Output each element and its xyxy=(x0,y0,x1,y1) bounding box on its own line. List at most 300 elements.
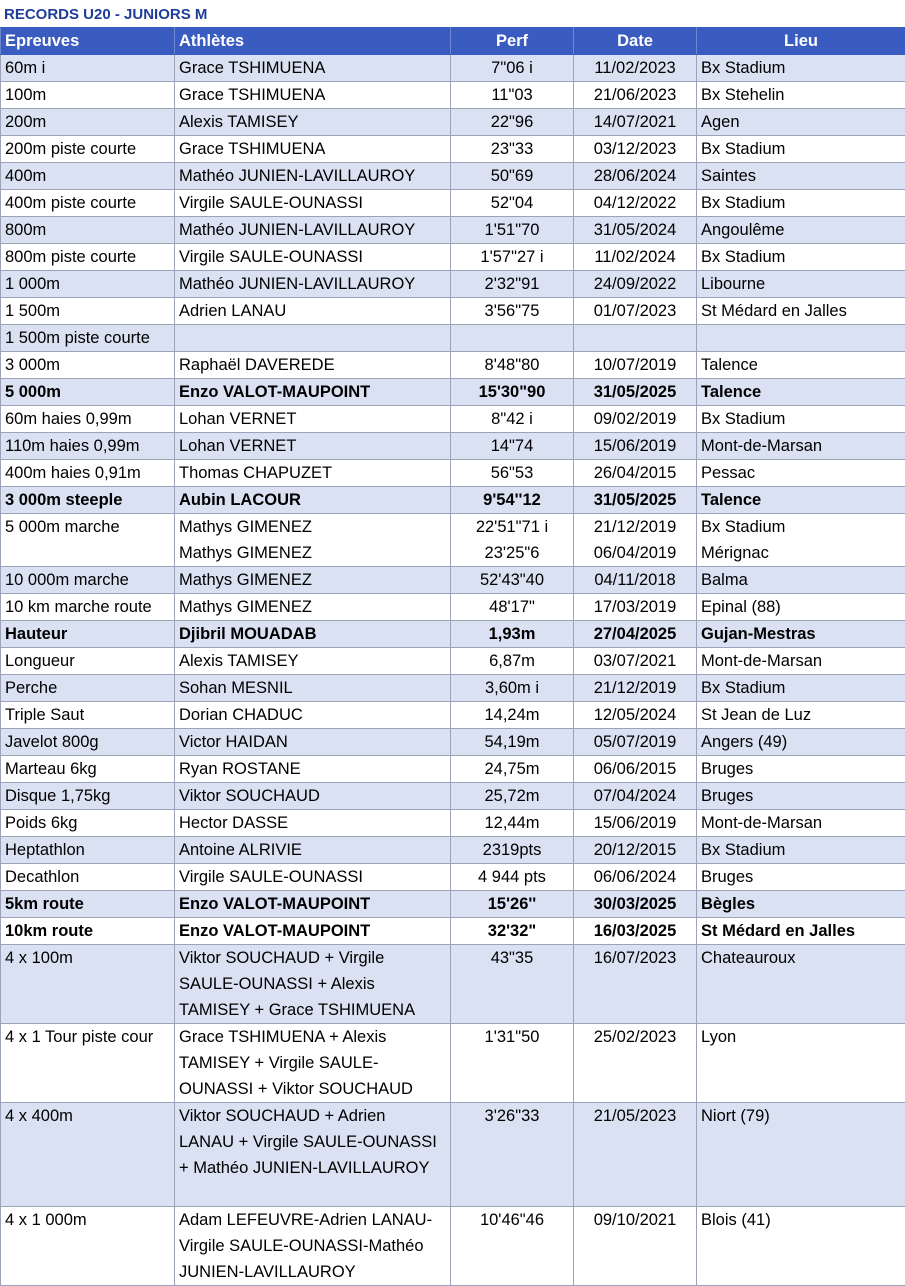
table-row xyxy=(1,756,905,783)
athlete-cell xyxy=(175,810,451,837)
lieu-cell xyxy=(697,918,905,945)
perf-cell-line: 52'43"40 xyxy=(455,567,569,593)
date-cell-line: 26/04/2015 xyxy=(578,460,692,486)
lieu-cell xyxy=(697,1024,905,1103)
perf-cell-line: 52"04 xyxy=(455,190,569,216)
athlete-cell xyxy=(175,379,451,406)
date-cell-line: 16/03/2025 xyxy=(578,918,692,944)
table-row xyxy=(1,567,905,594)
lieu-cell xyxy=(697,783,905,810)
lieu-cell xyxy=(697,136,905,163)
athlete-cell xyxy=(175,190,451,217)
athlete-cell-line: Adam LEFEUVRE-Adrien LANAU- xyxy=(179,1207,446,1233)
table-row xyxy=(1,864,905,891)
epreuve-cell: Heptathlon xyxy=(1,837,175,864)
date-cell-line: 04/12/2022 xyxy=(578,190,692,216)
epreuve-cell: 100m xyxy=(1,82,175,109)
athlete-cell-line: Grace TSHIMUENA xyxy=(179,55,446,81)
athlete-cell xyxy=(175,82,451,109)
date-cell xyxy=(574,298,697,325)
epreuve-cell: 60m i xyxy=(1,55,175,82)
athlete-cell-line: Enzo VALOT-MAUPOINT xyxy=(179,918,446,944)
date-cell xyxy=(574,1024,697,1103)
lieu-cell xyxy=(697,1207,905,1286)
athlete-cell xyxy=(175,648,451,675)
perf-cell xyxy=(451,352,574,379)
perf-cell xyxy=(451,244,574,271)
table-row xyxy=(1,244,905,271)
date-cell-line: 21/06/2023 xyxy=(578,82,692,108)
perf-cell xyxy=(451,460,574,487)
date-cell-line: 31/05/2024 xyxy=(578,217,692,243)
athlete-cell xyxy=(175,621,451,648)
lieu-cell-line: Mont-de-Marsan xyxy=(701,810,901,836)
header-lieu: Lieu xyxy=(697,28,905,55)
date-cell-line: 10/07/2019 xyxy=(578,352,692,378)
lieu-cell-line: Bx Stadium xyxy=(701,514,901,540)
table-row xyxy=(1,675,905,702)
page-title: RECORDS U20 - JUNIORS M xyxy=(4,4,207,26)
epreuve-cell: 200m piste courte xyxy=(1,136,175,163)
date-cell xyxy=(574,82,697,109)
perf-cell-line: 48'17" xyxy=(455,594,569,620)
table-row xyxy=(1,406,905,433)
lieu-cell-line: Pessac xyxy=(701,460,901,486)
perf-cell xyxy=(451,864,574,891)
lieu-cell-line: Chateauroux xyxy=(701,945,901,971)
athlete-cell xyxy=(175,55,451,82)
epreuve-cell: 1 500m piste courte xyxy=(1,325,175,352)
date-cell-line: 11/02/2023 xyxy=(578,55,692,81)
date-cell-line: 21/12/2019 xyxy=(578,675,692,701)
date-cell xyxy=(574,891,697,918)
perf-cell xyxy=(451,891,574,918)
date-cell xyxy=(574,460,697,487)
lieu-cell xyxy=(697,379,905,406)
athlete-cell-line: Lohan VERNET xyxy=(179,433,446,459)
athlete-cell-line: JUNIEN-LAVILLAUROY xyxy=(179,1259,446,1285)
athlete-cell-line: Dorian CHADUC xyxy=(179,702,446,728)
date-cell-line: 25/02/2023 xyxy=(578,1024,692,1050)
perf-cell-line: 25,72m xyxy=(455,783,569,809)
date-cell xyxy=(574,109,697,136)
table-row xyxy=(1,783,905,810)
perf-cell-line: 8'48"80 xyxy=(455,352,569,378)
perf-cell-line: 24,75m xyxy=(455,756,569,782)
lieu-cell-line: Bx Stadium xyxy=(701,55,901,81)
date-cell xyxy=(574,271,697,298)
header-perf: Perf xyxy=(451,28,574,55)
table-row xyxy=(1,891,905,918)
epreuve-cell: 110m haies 0,99m xyxy=(1,433,175,460)
lieu-cell xyxy=(697,55,905,82)
perf-cell xyxy=(451,163,574,190)
athlete-cell-line: + Mathéo JUNIEN-LAVILLAUROY xyxy=(179,1155,446,1181)
perf-cell-line: 1,93m xyxy=(455,621,569,647)
lieu-cell xyxy=(697,864,905,891)
perf-cell-line: 10'46"46 xyxy=(455,1207,569,1233)
table-row xyxy=(1,810,905,837)
lieu-cell-line: St Jean de Luz xyxy=(701,702,901,728)
date-cell xyxy=(574,325,697,352)
date-cell-line: 27/04/2025 xyxy=(578,621,692,647)
lieu-cell xyxy=(697,487,905,514)
perf-cell xyxy=(451,379,574,406)
epreuve-cell: 800m xyxy=(1,217,175,244)
athlete-cell-line: Mathys GIMENEZ xyxy=(179,594,446,620)
date-cell xyxy=(574,433,697,460)
lieu-cell-line: Mont-de-Marsan xyxy=(701,648,901,674)
epreuve-cell: 400m xyxy=(1,163,175,190)
date-cell-line: 12/05/2024 xyxy=(578,702,692,728)
date-cell xyxy=(574,1207,697,1286)
perf-cell-line: 1'51"70 xyxy=(455,217,569,243)
lieu-cell-line: St Médard en Jalles xyxy=(701,298,901,324)
athlete-cell-line: Mathys GIMENEZ xyxy=(179,540,446,566)
athlete-cell-line: Grace TSHIMUENA xyxy=(179,82,446,108)
table-row xyxy=(1,621,905,648)
lieu-cell xyxy=(697,837,905,864)
lieu-cell-line: Gujan-Mestras xyxy=(701,621,901,647)
lieu-cell xyxy=(697,325,905,352)
date-cell xyxy=(574,55,697,82)
epreuve-cell: 1 500m xyxy=(1,298,175,325)
epreuve-cell: 60m haies 0,99m xyxy=(1,406,175,433)
perf-cell-line: 15'26'' xyxy=(455,891,569,917)
athlete-cell-line: Virgile SAULE-OUNASSI xyxy=(179,864,446,890)
lieu-cell xyxy=(697,406,905,433)
perf-cell-line: 8"42 i xyxy=(455,406,569,432)
athlete-cell xyxy=(175,217,451,244)
epreuve-cell: Disque 1,75kg xyxy=(1,783,175,810)
epreuve-cell: 400m haies 0,91m xyxy=(1,460,175,487)
athlete-cell xyxy=(175,109,451,136)
lieu-cell xyxy=(697,594,905,621)
athlete-cell-line: Grace TSHIMUENA + Alexis xyxy=(179,1024,446,1050)
perf-cell xyxy=(451,783,574,810)
date-cell-line: 06/04/2019 xyxy=(578,540,692,566)
epreuve-cell: 4 x 100m xyxy=(1,945,175,1024)
lieu-cell-line: Bruges xyxy=(701,756,901,782)
header-row xyxy=(1,28,905,55)
perf-cell-line: 14,24m xyxy=(455,702,569,728)
lieu-cell-line: St Médard en Jalles xyxy=(701,918,901,944)
athlete-cell-line: SAULE-OUNASSI + Alexis xyxy=(179,971,446,997)
table-row xyxy=(1,163,905,190)
athlete-cell-line: Viktor SOUCHAUD xyxy=(179,783,446,809)
perf-cell xyxy=(451,621,574,648)
athlete-cell xyxy=(175,325,451,352)
athlete-cell xyxy=(175,1103,451,1207)
epreuve-cell: 5 000m xyxy=(1,379,175,406)
lieu-cell-line: Mont-de-Marsan xyxy=(701,433,901,459)
lieu-cell xyxy=(697,163,905,190)
date-cell-line: 05/07/2019 xyxy=(578,729,692,755)
athlete-cell xyxy=(175,756,451,783)
lieu-cell xyxy=(697,514,905,567)
epreuve-cell: 800m piste courte xyxy=(1,244,175,271)
table-row xyxy=(1,514,905,567)
lieu-cell xyxy=(697,460,905,487)
athlete-cell-line: Alexis TAMISEY xyxy=(179,109,446,135)
lieu-cell-line: Epinal (88) xyxy=(701,594,901,620)
athlete-cell-line: Mathéo JUNIEN-LAVILLAUROY xyxy=(179,217,446,243)
athlete-cell xyxy=(175,460,451,487)
athlete-cell xyxy=(175,918,451,945)
table-row xyxy=(1,1103,905,1207)
lieu-cell-line: Niort (79) xyxy=(701,1103,901,1129)
table-row xyxy=(1,55,905,82)
lieu-cell-line: Angoulême xyxy=(701,217,901,243)
athlete-cell-line: Sohan MESNIL xyxy=(179,675,446,701)
epreuve-cell: 5 000m marche xyxy=(1,514,175,567)
perf-cell-line: 11"03 xyxy=(455,82,569,108)
epreuve-cell: 10 km marche route xyxy=(1,594,175,621)
date-cell-line: 03/12/2023 xyxy=(578,136,692,162)
table-row xyxy=(1,918,905,945)
athlete-cell xyxy=(175,729,451,756)
perf-cell-line: 56"53 xyxy=(455,460,569,486)
table-row xyxy=(1,837,905,864)
epreuve-cell: Longueur xyxy=(1,648,175,675)
perf-cell-line: 15'30"90 xyxy=(455,379,569,405)
lieu-cell xyxy=(697,109,905,136)
athlete-cell-line: Viktor SOUCHAUD + Virgile xyxy=(179,945,446,971)
date-cell xyxy=(574,729,697,756)
athlete-cell-line: Virgile SAULE-OUNASSI-Mathéo xyxy=(179,1233,446,1259)
lieu-cell-line: Blois (41) xyxy=(701,1207,901,1233)
perf-cell-line: 3,60m i xyxy=(455,675,569,701)
lieu-cell-line: Talence xyxy=(701,352,901,378)
athlete-cell xyxy=(175,945,451,1024)
lieu-cell-line: Saintes xyxy=(701,163,901,189)
athlete-cell xyxy=(175,567,451,594)
date-cell xyxy=(574,406,697,433)
athlete-cell xyxy=(175,244,451,271)
records-body xyxy=(1,55,905,1286)
date-cell xyxy=(574,136,697,163)
perf-cell-line: 7"06 i xyxy=(455,55,569,81)
lieu-cell xyxy=(697,433,905,460)
date-cell-line: 09/10/2021 xyxy=(578,1207,692,1233)
date-cell-line: 14/07/2021 xyxy=(578,109,692,135)
perf-cell-line: 2319pts xyxy=(455,837,569,863)
lieu-cell-line: Bx Stadium xyxy=(701,675,901,701)
date-cell xyxy=(574,567,697,594)
date-cell-line: 17/03/2019 xyxy=(578,594,692,620)
perf-cell-line: 3'26"33 xyxy=(455,1103,569,1129)
table-row xyxy=(1,594,905,621)
date-cell-line: 06/06/2024 xyxy=(578,864,692,890)
date-cell xyxy=(574,190,697,217)
date-cell xyxy=(574,864,697,891)
table-row xyxy=(1,136,905,163)
perf-cell xyxy=(451,675,574,702)
perf-cell xyxy=(451,190,574,217)
date-cell-line: 21/12/2019 xyxy=(578,514,692,540)
athlete-cell-line: Victor HAIDAN xyxy=(179,729,446,755)
lieu-cell-line: Talence xyxy=(701,487,901,513)
date-cell-line: 03/07/2021 xyxy=(578,648,692,674)
lieu-cell xyxy=(697,648,905,675)
date-cell xyxy=(574,756,697,783)
perf-cell xyxy=(451,1024,574,1103)
epreuve-cell: Marteau 6kg xyxy=(1,756,175,783)
perf-cell xyxy=(451,837,574,864)
date-cell-line: 15/06/2019 xyxy=(578,433,692,459)
athlete-cell xyxy=(175,514,451,567)
perf-cell-line: 50"69 xyxy=(455,163,569,189)
athlete-cell xyxy=(175,864,451,891)
lieu-cell-line: Mérignac xyxy=(701,540,901,566)
lieu-cell-line xyxy=(701,325,901,351)
perf-cell-line: 54,19m xyxy=(455,729,569,755)
lieu-cell xyxy=(697,352,905,379)
date-cell-line: 20/12/2015 xyxy=(578,837,692,863)
perf-cell-line: 43"35 xyxy=(455,945,569,971)
date-cell xyxy=(574,675,697,702)
table-row xyxy=(1,729,905,756)
lieu-cell xyxy=(697,621,905,648)
table-row xyxy=(1,217,905,244)
perf-cell xyxy=(451,217,574,244)
perf-cell xyxy=(451,271,574,298)
epreuve-cell: Javelot 800g xyxy=(1,729,175,756)
lieu-cell-line: Agen xyxy=(701,109,901,135)
epreuve-cell: 4 x 1 000m xyxy=(1,1207,175,1286)
date-cell xyxy=(574,783,697,810)
header-date: Date xyxy=(574,28,697,55)
lieu-cell xyxy=(697,756,905,783)
perf-cell xyxy=(451,514,574,567)
date-cell xyxy=(574,621,697,648)
lieu-cell xyxy=(697,891,905,918)
perf-cell xyxy=(451,756,574,783)
epreuve-cell: 400m piste courte xyxy=(1,190,175,217)
perf-cell xyxy=(451,918,574,945)
athlete-cell xyxy=(175,163,451,190)
perf-cell xyxy=(451,1103,574,1207)
athlete-cell xyxy=(175,298,451,325)
athlete-cell-line: Thomas CHAPUZET xyxy=(179,460,446,486)
date-cell-line: 16/07/2023 xyxy=(578,945,692,971)
perf-cell-line: 14"74 xyxy=(455,433,569,459)
lieu-cell-line: Bruges xyxy=(701,864,901,890)
table-row xyxy=(1,460,905,487)
lieu-cell xyxy=(697,1103,905,1207)
lieu-cell-line: Lyon xyxy=(701,1024,901,1050)
lieu-cell xyxy=(697,217,905,244)
athlete-cell-line: Mathéo JUNIEN-LAVILLAUROY xyxy=(179,271,446,297)
athlete-cell-line: Adrien LANAU xyxy=(179,298,446,324)
athlete-cell-line: Lohan VERNET xyxy=(179,406,446,432)
table-row xyxy=(1,648,905,675)
athlete-cell xyxy=(175,702,451,729)
athlete-cell-line: LANAU + Virgile SAULE-OUNASSI xyxy=(179,1129,446,1155)
athlete-cell-line: Virgile SAULE-OUNASSI xyxy=(179,244,446,270)
table-row xyxy=(1,352,905,379)
athlete-cell-line: Ryan ROSTANE xyxy=(179,756,446,782)
date-cell xyxy=(574,163,697,190)
athlete-cell-line: Alexis TAMISEY xyxy=(179,648,446,674)
perf-cell-line: 22"96 xyxy=(455,109,569,135)
epreuve-cell: Triple Saut xyxy=(1,702,175,729)
athlete-cell-line: OUNASSI + Viktor SOUCHAUD xyxy=(179,1076,446,1102)
lieu-cell-line: Balma xyxy=(701,567,901,593)
perf-cell-line: 1'31"50 xyxy=(455,1024,569,1050)
perf-cell xyxy=(451,298,574,325)
athlete-cell-line: TAMISEY + Grace TSHIMUENA xyxy=(179,997,446,1023)
lieu-cell-line: Bègles xyxy=(701,891,901,917)
epreuve-cell: Poids 6kg xyxy=(1,810,175,837)
table-row xyxy=(1,271,905,298)
epreuve-cell: 200m xyxy=(1,109,175,136)
perf-cell-line: 6,87m xyxy=(455,648,569,674)
perf-cell xyxy=(451,55,574,82)
table-row xyxy=(1,325,905,352)
lieu-cell-line: Bx Stadium xyxy=(701,837,901,863)
perf-cell-line: 3'56"75 xyxy=(455,298,569,324)
lieu-cell-line: Bx Stehelin xyxy=(701,82,901,108)
perf-cell xyxy=(451,136,574,163)
date-cell-line: 31/05/2025 xyxy=(578,487,692,513)
athlete-cell-line: Hector DASSE xyxy=(179,810,446,836)
date-cell-line: 15/06/2019 xyxy=(578,810,692,836)
date-cell xyxy=(574,594,697,621)
table-row xyxy=(1,945,905,1024)
lieu-cell-line: Bx Stadium xyxy=(701,244,901,270)
header-epreuves: Epreuves xyxy=(1,28,175,55)
date-cell xyxy=(574,648,697,675)
epreuve-cell: 1 000m xyxy=(1,271,175,298)
perf-cell-line: 23'25"6 xyxy=(455,540,569,566)
athlete-cell-line: Viktor SOUCHAUD + Adrien xyxy=(179,1103,446,1129)
date-cell-line: 01/07/2023 xyxy=(578,298,692,324)
perf-cell xyxy=(451,810,574,837)
date-cell xyxy=(574,514,697,567)
lieu-cell-line: Bx Stadium xyxy=(701,190,901,216)
lieu-cell xyxy=(697,729,905,756)
athlete-cell-line: Djibril MOUADAB xyxy=(179,621,446,647)
date-cell xyxy=(574,244,697,271)
table-row xyxy=(1,379,905,406)
perf-cell xyxy=(451,487,574,514)
lieu-cell-line: Bx Stadium xyxy=(701,406,901,432)
perf-cell-line: 23"33 xyxy=(455,136,569,162)
date-cell xyxy=(574,810,697,837)
date-cell-line: 07/04/2024 xyxy=(578,783,692,809)
lieu-cell-line: Bx Stadium xyxy=(701,136,901,162)
perf-cell-line: 1'57"27 i xyxy=(455,244,569,270)
date-cell xyxy=(574,217,697,244)
epreuve-cell: Perche xyxy=(1,675,175,702)
athlete-cell-line: Enzo VALOT-MAUPOINT xyxy=(179,379,446,405)
table-row xyxy=(1,1024,905,1103)
athlete-cell-line: Aubin LACOUR xyxy=(179,487,446,513)
athlete-cell xyxy=(175,136,451,163)
athlete-cell-line: Mathys GIMENEZ xyxy=(179,567,446,593)
perf-cell-line: 22'51"71 i xyxy=(455,514,569,540)
athlete-cell-line: Virgile SAULE-OUNASSI xyxy=(179,190,446,216)
date-cell xyxy=(574,379,697,406)
lieu-cell xyxy=(697,567,905,594)
athlete-cell xyxy=(175,352,451,379)
epreuve-cell: 3 000m steeple xyxy=(1,487,175,514)
date-cell-line: 28/06/2024 xyxy=(578,163,692,189)
epreuve-cell: 4 x 400m xyxy=(1,1103,175,1207)
athlete-cell-line xyxy=(179,325,446,351)
perf-cell xyxy=(451,594,574,621)
